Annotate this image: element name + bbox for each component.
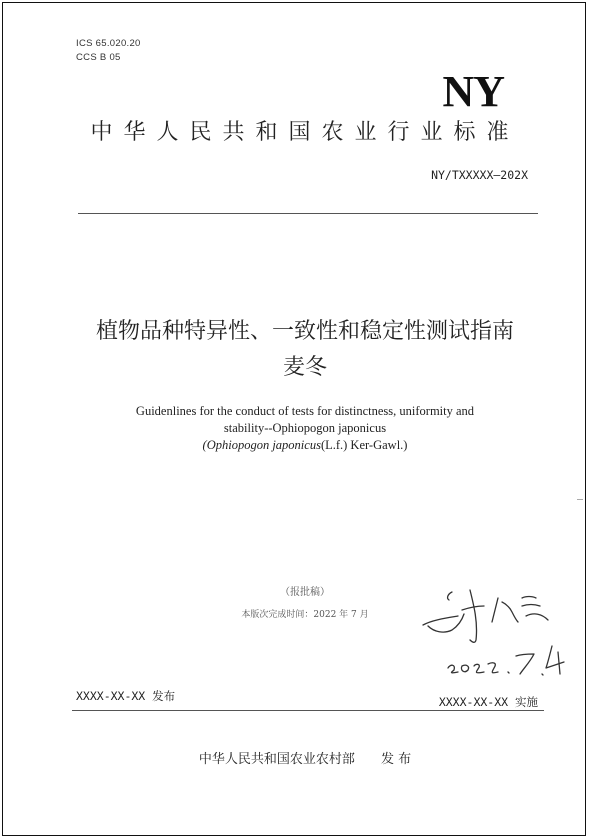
- title-chinese-species: 麦冬: [282, 355, 327, 380]
- classification-codes: [76, 37, 141, 65]
- ny-logo: NY: [442, 67, 504, 116]
- handwritten-signature: [418, 582, 568, 677]
- issuing-authority: [60, 748, 550, 767]
- ics-code: ICS 65.020.20: [76, 38, 141, 49]
- standard-type-heading: 中华人民共和国农业行业标准: [90, 120, 520, 145]
- draft-status: （报批稿）: [280, 587, 330, 598]
- title-english-line-2: stability--Ophiopogon japonicus: [223, 421, 387, 435]
- scan-mark: [577, 499, 583, 500]
- title-english-line-1: Guidenlines for the conduct of tests for distinctness, uniformity and: [135, 404, 475, 418]
- ccs-code: CCS B 05: [76, 52, 121, 63]
- standard-number: NY/TXXXXX—202X: [431, 168, 528, 182]
- publish-date: XXXX-XX-XX 发布: [76, 689, 176, 703]
- title-english: [60, 403, 550, 454]
- completion-time: 本版次完成时间：2022 年 7 月: [241, 610, 369, 620]
- title-chinese: 植物品种特异性、一致性和稳定性测试指南: [95, 319, 514, 344]
- issuer-name: 中华人民共和国农业农村部: [198, 752, 355, 767]
- title-english-line-3: [60, 437, 550, 454]
- author-citation: (L.f.) Ker-Gawl.): [320, 438, 408, 452]
- footer-divider: [72, 710, 544, 711]
- issuer-action: 发 布: [380, 752, 412, 767]
- header-divider: [78, 213, 538, 214]
- implement-date: XXXX-XX-XX 实施: [438, 695, 538, 709]
- scientific-name: (Ophiopogon japonicus: [202, 438, 321, 452]
